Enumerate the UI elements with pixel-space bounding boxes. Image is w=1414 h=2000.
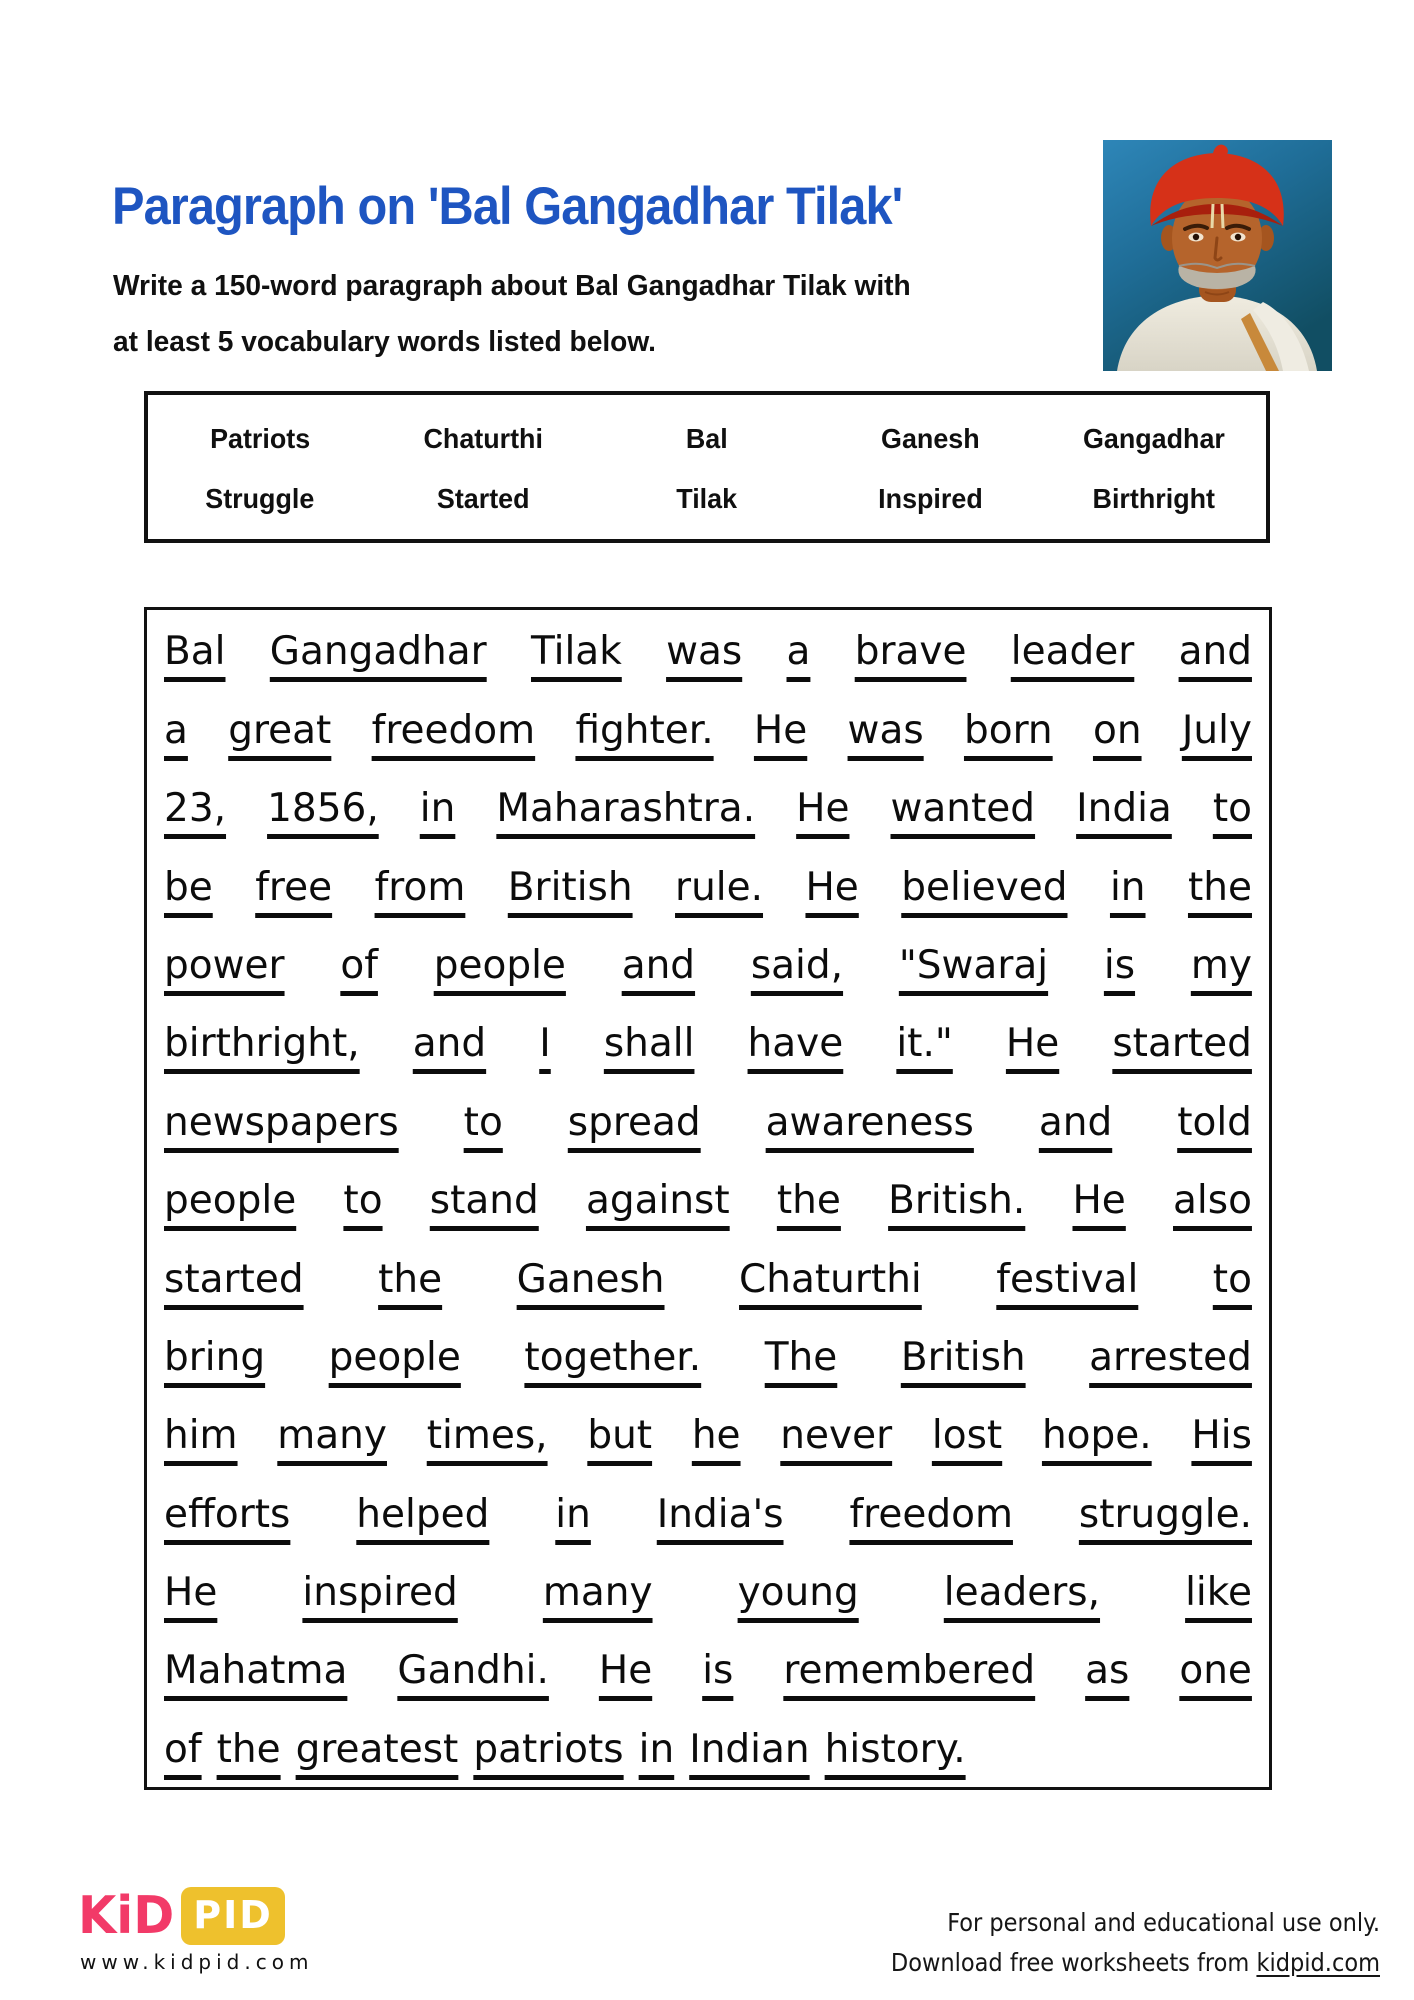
trace-word: lost <box>931 1413 1003 1459</box>
vocab-word-bal: Bal <box>686 423 728 454</box>
kidpid-logo-pid-badge: PID <box>181 1887 285 1945</box>
trace-word: Mahatma <box>164 1648 348 1694</box>
vocab-word-chaturthi: Chaturthi <box>423 423 544 454</box>
kidpid-website-url: www.kidpid.com <box>80 1950 314 1974</box>
trace-word: the <box>776 1178 841 1224</box>
tilak-portrait-image <box>1103 140 1332 371</box>
trace-word: festival <box>996 1256 1139 1302</box>
paragraph-line <box>164 1082 1252 1160</box>
paragraph-line <box>164 1004 1252 1082</box>
trace-word: in <box>1109 864 1146 910</box>
vocab-word-birthright: Birthright <box>1092 483 1216 514</box>
trace-word: in <box>638 1726 675 1772</box>
trace-word: The <box>764 1334 838 1380</box>
trace-word: shall <box>603 1021 695 1067</box>
trace-word: helped <box>356 1491 490 1537</box>
trace-word: newspapers <box>164 1099 399 1145</box>
trace-word: 23, <box>164 786 227 832</box>
trace-word: history. <box>824 1726 966 1772</box>
trace-word: people <box>328 1334 461 1380</box>
trace-word: freedom <box>849 1491 1013 1537</box>
trace-word: together. <box>524 1334 702 1380</box>
trace-word: freedom <box>371 707 536 753</box>
trace-word: and <box>412 1021 487 1067</box>
trace-word: free <box>255 864 333 910</box>
trace-word: patriots <box>473 1726 624 1772</box>
trace-word: was <box>666 629 743 675</box>
trace-word: awareness <box>765 1099 974 1145</box>
trace-word: in <box>555 1491 591 1537</box>
trace-word: from <box>374 864 466 910</box>
trace-word: His <box>1191 1413 1252 1459</box>
trace-word: leaders, <box>943 1570 1101 1616</box>
trace-word: British <box>900 1334 1026 1380</box>
vocab-word-struggle: Struggle <box>205 483 315 514</box>
trace-word: British. <box>888 1178 1026 1224</box>
trace-word: of <box>164 1726 202 1772</box>
page-title: Paragraph on 'Bal Gangadhar Tilak' <box>112 177 903 236</box>
trace-word: the <box>216 1726 281 1772</box>
trace-word: in <box>419 786 456 832</box>
trace-word: stand <box>429 1178 539 1224</box>
trace-word: as <box>1085 1648 1130 1694</box>
trace-word: the <box>378 1256 443 1302</box>
trace-word: a <box>164 707 188 753</box>
trace-word: wanted <box>890 786 1036 832</box>
trace-word: was <box>847 707 924 753</box>
vocab-word-gangadhar: Gangadhar <box>1083 423 1226 454</box>
trace-word: but <box>587 1413 653 1459</box>
tilak-portrait-illustration <box>1103 140 1332 371</box>
trace-word: inspired <box>302 1570 458 1616</box>
instructions-text <box>113 258 911 370</box>
trace-word: Ganesh <box>516 1256 665 1302</box>
vocab-word-inspired: Inspired <box>878 483 983 514</box>
trace-word: people <box>433 942 566 988</box>
trace-word: efforts <box>164 1491 291 1537</box>
trace-word: him <box>164 1413 238 1459</box>
trace-word: many <box>542 1570 653 1616</box>
trace-word: be <box>164 864 213 910</box>
trace-word: He <box>796 786 850 832</box>
trace-word: one <box>1179 1648 1252 1694</box>
paragraph-box <box>144 607 1272 1790</box>
footer-note-line-2 <box>891 1943 1380 1983</box>
paragraph-line <box>164 1631 1252 1709</box>
paragraph-line <box>164 1553 1252 1631</box>
trace-word: against <box>585 1178 730 1224</box>
vocab-word-tilak: Tilak <box>676 483 738 514</box>
trace-word: India <box>1076 786 1172 832</box>
trace-word: Tilak <box>531 629 622 675</box>
trace-word: believed <box>901 864 1068 910</box>
trace-word: He <box>164 1570 218 1616</box>
trace-word: many <box>277 1413 387 1459</box>
trace-word: like <box>1185 1570 1252 1616</box>
trace-word: Indian <box>689 1726 810 1772</box>
trace-word: spread <box>567 1099 701 1145</box>
trace-word: fighter. <box>575 707 714 753</box>
trace-word: struggle. <box>1078 1491 1252 1537</box>
trace-word: hope. <box>1041 1413 1152 1459</box>
paragraph-line <box>164 1161 1252 1239</box>
trace-word: people <box>164 1178 297 1224</box>
trace-word: never <box>780 1413 893 1459</box>
trace-word: times, <box>426 1413 548 1459</box>
footer-note-line-2-text: Download free worksheets from <box>890 1948 1257 1977</box>
trace-word: is <box>702 1648 734 1694</box>
trace-word: also <box>1173 1178 1252 1224</box>
trace-word: India's <box>656 1491 784 1537</box>
trace-word: He <box>753 707 808 753</box>
trace-word: He <box>598 1648 653 1694</box>
vocab-word-started: Started <box>437 483 530 514</box>
trace-word: Maharashtra. <box>496 786 756 832</box>
trace-word: power <box>164 942 285 988</box>
trace-word: said, <box>750 942 844 988</box>
trace-word: Gandhi. <box>397 1648 549 1694</box>
trace-word: my <box>1190 942 1252 988</box>
kidpid-logo-kid-text: KiD <box>78 1886 175 1946</box>
trace-word: Bal <box>164 629 226 675</box>
vocab-word-patriots: Patriots <box>209 423 310 454</box>
footer-note <box>891 1903 1380 1983</box>
paragraph-line <box>164 1318 1252 1396</box>
trace-word: to <box>1212 786 1252 832</box>
paragraph-line <box>164 926 1252 1004</box>
trace-word: told <box>1177 1099 1252 1145</box>
trace-word: leader <box>1010 629 1135 675</box>
paragraph-line <box>164 690 1252 768</box>
trace-word: a <box>786 629 811 675</box>
paragraph-line <box>164 1709 1252 1787</box>
trace-word: remembered <box>783 1648 1036 1694</box>
trace-word: "Swaraj <box>898 942 1049 988</box>
vocabulary-box <box>144 391 1270 543</box>
paragraph-line <box>164 847 1252 925</box>
trace-word: I <box>539 1021 551 1067</box>
trace-word: Gangadhar <box>269 629 487 675</box>
instructions-line-1: Write a 150-word paragraph about Bal Gangadhar Tilak with <box>113 270 911 302</box>
trace-word: July <box>1181 707 1252 753</box>
trace-word: greatest <box>295 1726 459 1772</box>
trace-word: to <box>343 1178 383 1224</box>
trace-word: great <box>228 707 332 753</box>
trace-word: it." <box>896 1021 953 1067</box>
trace-word: British <box>507 864 633 910</box>
trace-word: brave <box>854 629 967 675</box>
trace-word: arrested <box>1089 1334 1252 1380</box>
trace-word: born <box>963 707 1053 753</box>
kidpid-com-link[interactable]: kidpid.com <box>1256 1948 1380 1977</box>
trace-word: rule. <box>675 864 764 910</box>
trace-word: and <box>621 942 696 988</box>
vocab-word-ganesh: Ganesh <box>881 423 980 454</box>
trace-word: have <box>747 1021 844 1067</box>
trace-word: is <box>1103 942 1136 988</box>
kidpid-logo <box>78 1886 285 1946</box>
trace-word: young <box>737 1570 859 1616</box>
trace-word: Chaturthi <box>739 1256 922 1302</box>
trace-word: He <box>805 864 859 910</box>
paragraph-line <box>164 612 1252 690</box>
trace-word: He <box>1072 1178 1126 1224</box>
trace-word: and <box>1178 629 1252 675</box>
trace-word: 1856, <box>267 786 379 832</box>
footer-note-line-1: For personal and educational use only. <box>947 1908 1380 1937</box>
trace-word: He <box>1005 1021 1060 1067</box>
trace-word: he <box>691 1413 741 1459</box>
paragraph-line <box>164 1396 1252 1474</box>
paragraph-line <box>164 1474 1252 1552</box>
trace-word: birthright, <box>164 1021 360 1067</box>
instructions-line-2: at least 5 vocabulary words listed below. <box>113 326 656 358</box>
trace-word: started <box>164 1256 304 1302</box>
trace-word: of <box>340 942 378 988</box>
trace-word: bring <box>164 1334 266 1380</box>
paragraph-line <box>164 1239 1252 1317</box>
trace-word: to <box>1212 1256 1252 1302</box>
trace-word: the <box>1187 864 1252 910</box>
trace-word: and <box>1038 1099 1113 1145</box>
paragraph-line <box>164 769 1252 847</box>
trace-word: on <box>1092 707 1142 753</box>
trace-word: started <box>1112 1021 1252 1067</box>
trace-word: to <box>463 1099 503 1145</box>
